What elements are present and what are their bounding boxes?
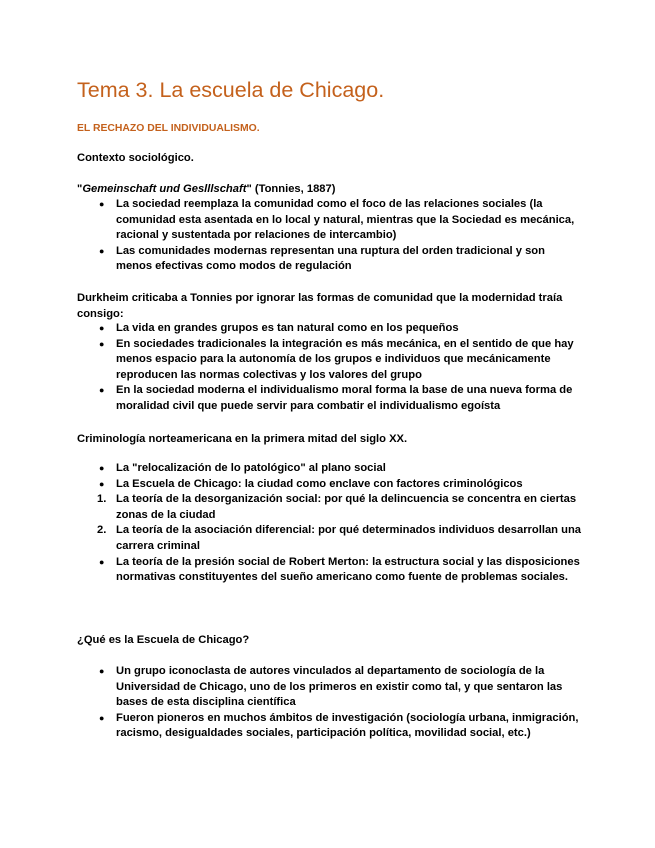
- list-item-text: Fueron pioneros en muchos ámbitos de investigación (sociología urbana, inmigración, racismo, desigualdades sociales, participación política, movilidad social, etc.): [116, 711, 579, 740]
- list-item: [77, 197, 582, 244]
- section-heading: EL RECHAZO DEL INDIVIDUALISMO.: [77, 123, 260, 134]
- number-marker: 1.: [97, 493, 107, 506]
- list-item-text: La sociedad reemplaza la comunidad como el foco de las relaciones sociales (la comunidad esta asentada en lo local y natural, mientras que la Sociedad es mecánica, racional y sustentada por relaciones de intercambio): [116, 198, 575, 242]
- bullet-marker: ●: [99, 199, 105, 209]
- page-title: Tema 3. La escuela de Chicago.: [77, 78, 385, 102]
- bullet-marker: ●: [99, 666, 105, 676]
- tonnies-title-open-quote: ": [77, 183, 83, 195]
- list-item: [77, 383, 582, 414]
- list-item: [77, 461, 582, 477]
- list-item-text: En sociedades tradicionales la integración es más mecánica, en el sentido de que hay menos espacio para la autonomía de los grupos e individuos que mecánicamente reproducen las normas colectivas y los valores del grupo: [116, 337, 574, 381]
- list-item: [77, 244, 582, 275]
- durkheim-list: [77, 321, 582, 415]
- list-item: [77, 321, 582, 337]
- tonnies-title-italic: Gemeinschaft und Geslllschaft: [82, 183, 247, 195]
- bullet-marker: ●: [99, 712, 105, 723]
- escuela-heading: ¿Qué es la Escuela de Chicago?: [77, 634, 250, 646]
- list-item-text: La teoría de la presión social de Robert Merton: la estructura social y las disposiciones normativas constituyentes del sueño americano como fuente de problemas sociales.: [116, 555, 580, 584]
- bullet-marker: ●: [99, 245, 105, 256]
- bullet-marker: ●: [99, 463, 105, 473]
- list-item: [77, 555, 582, 586]
- bullet-marker: ●: [99, 556, 105, 567]
- bullet-marker: ●: [99, 338, 105, 349]
- list-item-text: Las comunidades modernas representan una ruptura del orden tradicional y son menos efectivas como modos de regulación: [116, 244, 545, 273]
- escuela-list: [77, 664, 582, 742]
- list-item-text: La "relocalización de lo patológico" al plano social: [116, 462, 386, 474]
- list-item-text: La teoría de la desorganización social: por qué la delincuencia se concentra en ciertas zonas de la ciudad: [116, 493, 577, 521]
- bullet-marker: ●: [99, 385, 105, 396]
- bullet-marker: ●: [99, 323, 105, 333]
- number-marker: 2.: [97, 524, 107, 537]
- list-item: [77, 492, 582, 523]
- list-item: [77, 477, 582, 493]
- list-item-text: Un grupo iconoclasta de autores vinculados al departamento de sociología de la Universidad de Chicago, uno de los primeros en existir como tal, y que sentaron las bases de esta disciplina científica: [116, 665, 563, 709]
- list-item: [77, 337, 582, 384]
- list-item-text: En la sociedad moderna el individualismo moral forma la base de una nueva forma de moralidad civil que puede servir para combatir el individualismo egoísta: [116, 384, 573, 412]
- tonnies-list: [77, 197, 582, 275]
- list-item: [77, 711, 582, 742]
- list-item-text: La vida en grandes grupos es tan natural como en los pequeños: [116, 322, 459, 334]
- tonnies-title: [77, 181, 335, 197]
- context-heading: Contexto sociológico.: [77, 152, 194, 164]
- tonnies-title-rest: " (Tonnies, 1887): [246, 183, 336, 195]
- bullet-marker: ●: [99, 478, 105, 489]
- list-item-text: La teoría de la asociación diferencial: por qué determinados individuos desarrollan una carrera criminal: [116, 524, 582, 552]
- list-item-text: La Escuela de Chicago: la ciudad como enclave con factores criminológicos: [116, 477, 523, 490]
- list-item: [77, 664, 582, 711]
- criminologia-heading: Criminología norteamericana en la primera mitad del siglo XX.: [77, 433, 408, 445]
- durkheim-intro: Durkheim criticaba a Tonnies por ignorar las formas de comunidad que la modernidad traía consigo:: [77, 292, 563, 320]
- criminologia-list: [77, 461, 582, 586]
- list-item: [77, 523, 582, 554]
